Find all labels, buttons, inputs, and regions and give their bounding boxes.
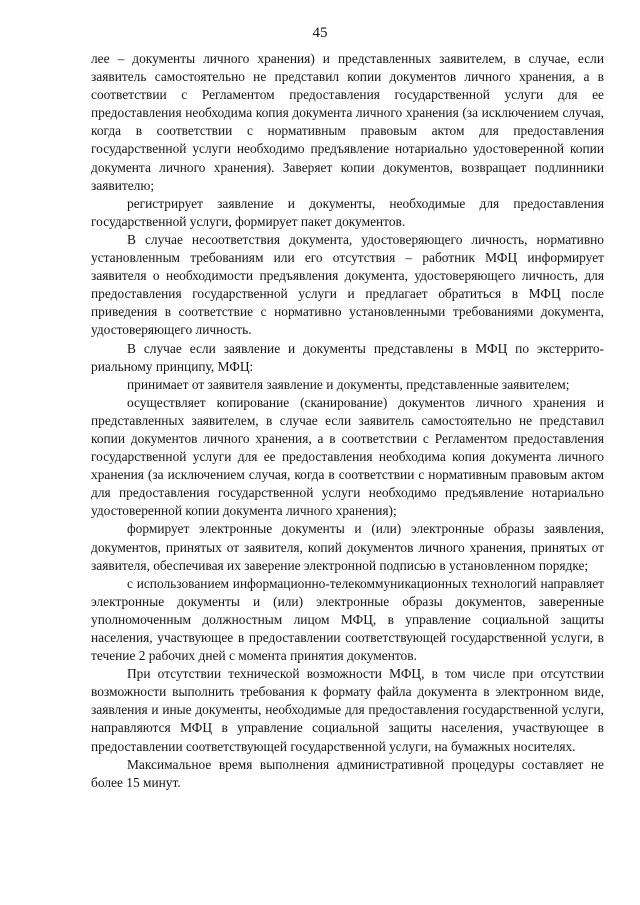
paragraph: лее – документы личного хранения) и представленных заявителем, в случае, если заявитель самостоятельно не представил копии документов личного хранения, а в соответствии с Регламентом предоставления государственной услуги для ее предоставления необходима копия документа личного хранения (за исключением случая, когда в соответствии с нормативным правовым актом для предоставления государственной услуги необходимо предъявление нотариально удостоверенной копии документа личного хранения). Заверяет копии документов, возвращает подлинники заявителю;: [91, 51, 604, 193]
paragraph: осуществляет копирование (сканирование) документов личного хранения и представленных заявителем, в случае если заявитель самостоятельно не представил копии документов личного хранения, а в соответствии с Регламентом предоставления государственной услуги для ее предоставления необходима копия документа личного хранения (за исключением случая, когда в соответствии с нормативным правовым актом для предоставления государственной услуги необходимо предъявление нотариально удостоверенной копии документа личного хранения);: [91, 394, 604, 519]
paragraph: регистрирует заявление и документы, необходимые для предоставления государственной услуги, формирует пакет документов.: [91, 195, 604, 229]
document-body: [91, 50, 604, 792]
paragraph: формирует электронные документы и (или) электронные образы заявления, документов, принятых от заявителя, копий документов личного хранения, принятых от заявителя, обеспечивая их заверение электронной подписью в установленном порядке;: [91, 521, 604, 573]
paragraph: В случае несоответствия документа, удостоверяющего личность, нормативно установленным требованиям или его отсутствия – работник МФЦ информирует заявителя о необходимости предъявления документа, удостоверяющего личность, для предоставления государственной услуги и предлагает обратиться в МФЦ после приведения в соответствие с нормативно установленными требованиями документа, удостоверяющего личность.: [91, 231, 604, 338]
paragraph: принимает от заявителя заявление и документы, представленные заявителем;: [127, 376, 570, 392]
paragraph: с использованием информационно-телекоммуникационных технологий направляет электронные документы и (или) электронные образы документов, заверенные уполномоченным должностным лицом МФЦ, в управление социальной защиты населения, участвующее в предоставлении соответствующей государственной услуги, в течение 2 рабочих дней с момента принятия документов.: [91, 575, 604, 664]
page-number: 45: [312, 25, 328, 41]
paragraph: При отсутствии технической возможности МФЦ, в том числе при отсутствии возможности выполнить требования к формату файла документа в электронном виде, заявления и иные документы, необходимые для предоставления государственной услуги, направляются МФЦ в управление социальной защиты населения, участвующее в предоставлении соответствующей государственной услуги, на бумажных носителях.: [91, 666, 604, 754]
paragraph: Максимальное время выполнения административной процедуры составляет не более 15 минут.: [91, 756, 604, 790]
paragraph: В случае если заявление и документы представлены в МФЦ по экстерриториальному принципу, МФЦ:: [91, 340, 604, 374]
